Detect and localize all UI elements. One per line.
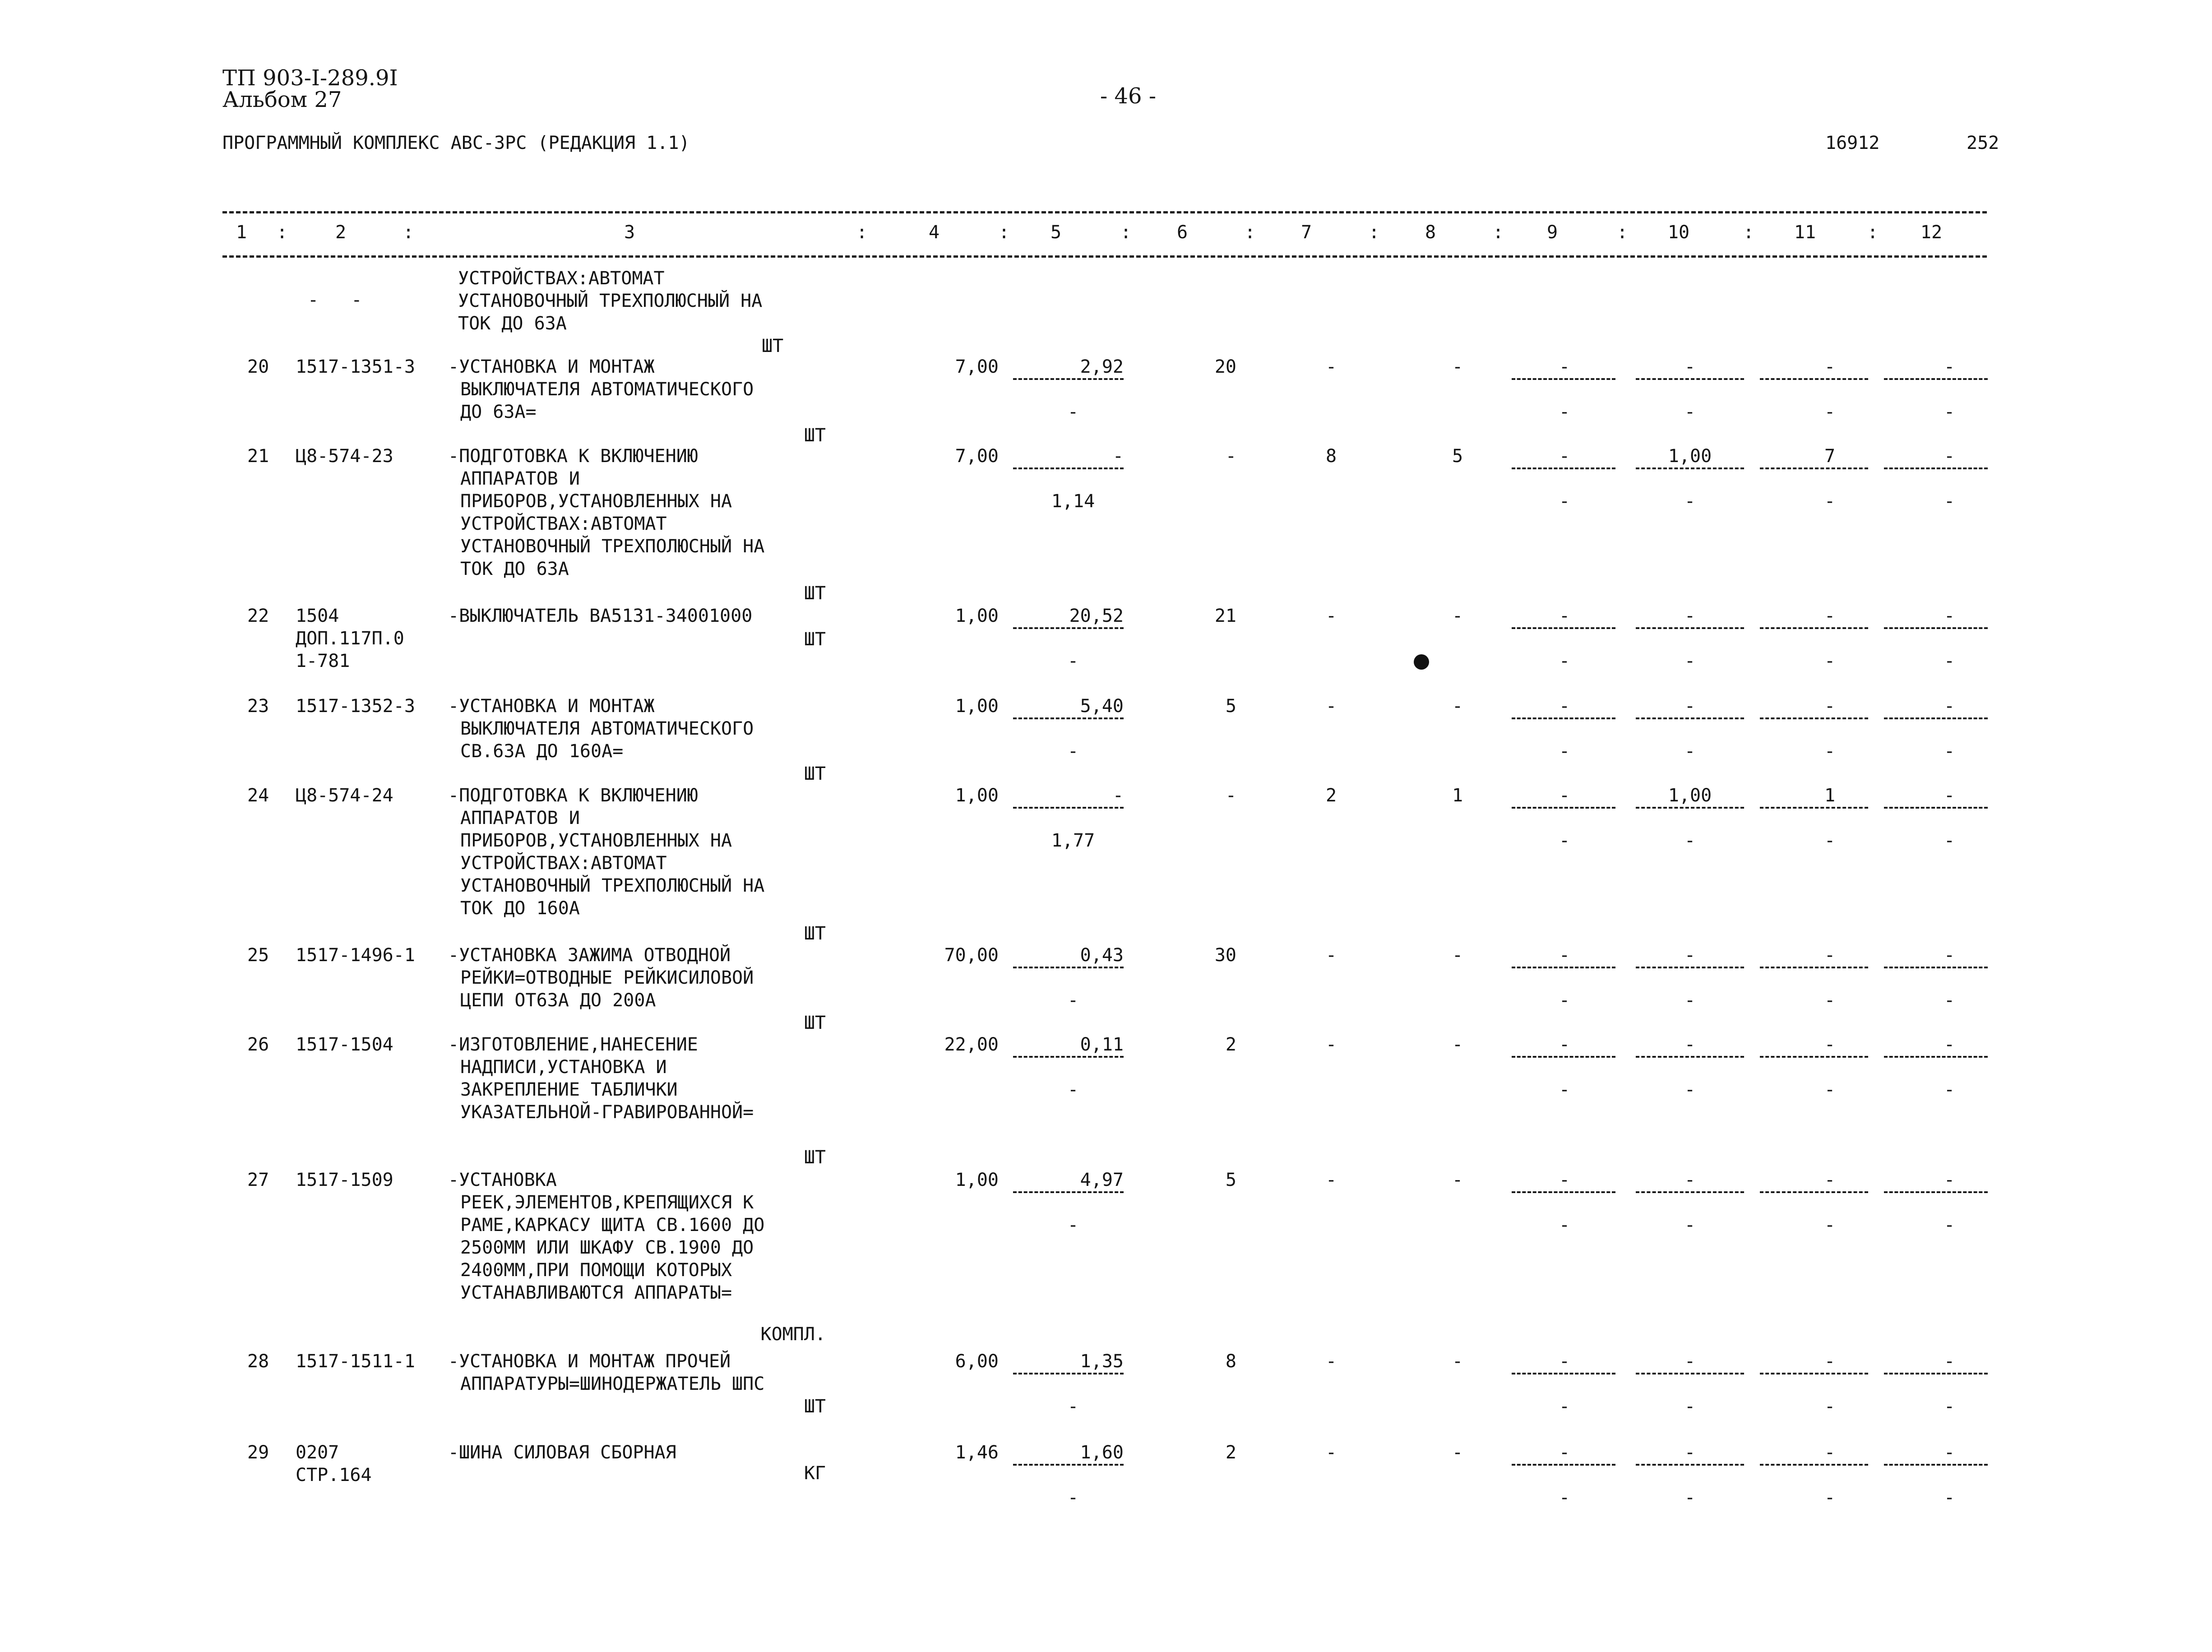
column-separator: : [1244,222,1256,243]
cell-quantity: 70,00 [944,945,999,966]
album-label: Альбом 27 [222,87,342,112]
cell-divider [1884,807,1988,809]
cell-c11b: - [1824,741,1836,762]
row-unit: ШТ [804,1013,826,1033]
cell-c10b: - [1684,1079,1696,1100]
cell-price: 1,35 [1080,1351,1124,1372]
cell-c11: - [1824,1170,1836,1190]
cell-price: 4,97 [1080,1170,1124,1190]
row-number: 24 [247,785,269,806]
row-description-line: -ИЗГОТОВЛЕНИЕ,НАНЕСЕНИЕ [448,1034,698,1055]
cell-c12b: - [1944,1215,1955,1236]
row-description-line: УСТРОЙСТВАХ:АВТОМАТ [460,514,667,534]
cell-c9: - [1559,1351,1570,1372]
cell-price: 2,92 [1080,356,1124,377]
cell-c12: - [1944,446,1955,467]
page-number: - 46 - [1100,83,1157,109]
row-code: 1517-1352-3 [296,696,415,717]
cell-c11b: - [1824,990,1836,1011]
cell-price: 20,52 [1069,606,1124,626]
cell-divider [1512,1464,1615,1466]
column-separator: : [1368,222,1380,243]
cell-divider [1512,378,1615,380]
cell-c12: - [1944,1170,1955,1190]
row-unit: ШТ [804,923,826,944]
row-description-line: 2400ММ,ПРИ ПОМОЩИ КОТОРЫХ [460,1260,732,1281]
cell-c8: - [1452,1351,1463,1372]
cell-c8: 1 [1452,785,1463,806]
row-description-line: РАМЕ,КАРКАСУ ЩИТА СВ.1600 ДО [460,1215,765,1236]
cell-c9: - [1559,785,1570,806]
cell-total: 2 [1225,1442,1236,1463]
row-description-line: -УСТАНОВКА ЗАЖИМА ОТВОДНОЙ [448,945,731,966]
cell-price-divider [1013,378,1124,380]
cell-total: 2 [1225,1034,1236,1055]
cell-price-lower: - [1067,1079,1079,1100]
row-description-line: ПРИБОРОВ,УСТАНОВЛЕННЫХ НА [460,830,732,851]
column-number-9: 9 [1546,222,1558,243]
cell-total: 30 [1214,945,1236,966]
cell-total: 8 [1225,1351,1236,1372]
row-description-line: -УСТАНОВКА И МОНТАЖ [448,356,655,377]
carryover-description-line: УСТРОЙСТВАХ:АВТОМАТ [458,268,665,289]
cell-c10b: - [1684,1215,1696,1236]
row-number: 21 [247,446,269,467]
cell-c10: - [1684,945,1696,966]
column-number-10: 10 [1667,222,1690,243]
cell-c9b: - [1559,402,1570,422]
cell-c11: - [1824,606,1836,626]
cell-divider [1760,1056,1868,1058]
cell-c9b: - [1559,1079,1570,1100]
cell-c7: - [1325,1442,1337,1463]
cell-divider [1636,378,1744,380]
column-separator: : [1120,222,1132,243]
cell-c11b: - [1824,1079,1836,1100]
cell-c12: - [1944,696,1955,717]
row-unit: ШТ [804,764,826,784]
cell-divider [1512,807,1615,809]
cell-divider [1884,717,1988,719]
row-code: 1517-1511-1 [296,1351,415,1372]
cell-c10b: - [1684,651,1696,671]
column-separator: : [1867,222,1879,243]
row-description-line: УСТАНОВОЧНЫЙ ТРЕХПОЛЮСНЫЙ НА [460,875,765,896]
cell-c11b: - [1824,1396,1836,1417]
cell-c8: - [1452,696,1463,717]
row-description-line: ВЫКЛЮЧАТЕЛЯ АВТОМАТИЧЕСКОГО [460,379,754,400]
doc-code: ТП 903-I-289.9I [222,65,398,91]
row-description-line: ТОК ДО 160А [460,898,580,919]
row-code: 1517-1504 [296,1034,393,1055]
cell-price-lower: 1,77 [1051,830,1095,851]
cell-quantity: 1,00 [955,1170,999,1190]
column-separator: : [1492,222,1504,243]
cell-c12b: - [1944,491,1955,512]
row-code: 1517-1351-3 [296,356,415,377]
column-number-7: 7 [1300,222,1312,243]
cell-c8: - [1452,945,1463,966]
cell-c9b: - [1559,830,1570,851]
cell-quantity: 1,46 [955,1442,999,1463]
cell-price-divider [1013,967,1124,968]
carryover-description-line: ТОК ДО 63А [458,313,567,334]
cell-divider [1636,1464,1744,1466]
cell-divider [1636,1373,1744,1374]
row-description-line: НАДПИСИ,УСТАНОВКА И [460,1057,667,1078]
cell-price: - [1112,785,1124,806]
cell-c10: 1,00 [1668,785,1712,806]
cell-c9: - [1559,446,1570,467]
row-number: 26 [247,1034,269,1055]
row-number: 29 [247,1442,269,1463]
cell-c10: - [1684,1170,1696,1190]
cell-c12b: - [1944,651,1955,671]
cell-c10: - [1684,696,1696,717]
cell-price-lower: 1,14 [1051,491,1095,512]
cell-c12: - [1944,785,1955,806]
cell-c11: 7 [1824,446,1836,467]
cell-divider [1760,967,1868,968]
cell-c12b: - [1944,402,1955,422]
row-description-line: -ВЫКЛЮЧАТЕЛЬ ВА5131-34001000 [448,606,753,626]
cell-c10b: - [1684,402,1696,422]
cell-c12b: - [1944,741,1955,762]
cell-divider [1512,1191,1615,1193]
cell-c11: - [1824,945,1836,966]
cell-c11: - [1824,696,1836,717]
cell-c11b: - [1824,830,1836,851]
cell-c10b: - [1684,491,1696,512]
cell-c12b: - [1944,1079,1955,1100]
row-description-line: 2500ММ ИЛИ ШКАФУ СВ.1900 ДО [460,1237,754,1258]
cell-c9b: - [1559,491,1570,512]
cell-quantity: 1,00 [955,606,999,626]
row-description-line: УСТАНОВОЧНЫЙ ТРЕХПОЛЮСНЫЙ НА [460,536,765,557]
cell-c10: - [1684,1442,1696,1463]
column-separator: : [1743,222,1754,243]
cell-c9: - [1559,606,1570,626]
row-code: 0207 [296,1442,339,1463]
cell-divider [1512,467,1615,469]
row-description-line: ВЫКЛЮЧАТЕЛЯ АВТОМАТИЧЕСКОГО [460,718,754,739]
cell-price: 0,43 [1080,945,1124,966]
cell-divider [1636,1056,1744,1058]
cell-total: - [1225,446,1236,467]
cell-c7: - [1325,356,1337,377]
cell-quantity: 22,00 [944,1034,999,1055]
row-unit: ШТ [804,425,826,446]
cell-divider [1884,1464,1988,1466]
row-unit: ШТ [804,1396,826,1417]
column-number-2: 2 [335,222,347,243]
row-description-line: -ПОДГОТОВКА К ВКЛЮЧЕНИЮ [448,785,698,806]
cell-divider [1636,717,1744,719]
column-number-5: 5 [1050,222,1062,243]
cell-divider [1884,1373,1988,1374]
row-description-line: ЦЕПИ ОТ63А ДО 200А [460,990,656,1011]
row-number: 22 [247,606,269,626]
carryover-unit: ШТ [762,336,784,356]
cell-c10b: - [1684,830,1696,851]
cell-c12b: - [1944,830,1955,851]
cell-divider [1884,1191,1988,1193]
cell-c12b: - [1944,1487,1955,1508]
cell-c7: - [1325,1034,1337,1055]
cell-c7: 2 [1325,785,1337,806]
column-separator: : [276,222,288,243]
cell-c11b: - [1824,1215,1836,1236]
cell-price-lower: - [1067,741,1079,762]
cell-c11: - [1824,1034,1836,1055]
column-number-1: 1 [236,222,247,243]
cell-c10b: - [1684,741,1696,762]
column-number-6: 6 [1176,222,1188,243]
cell-c11b: - [1824,651,1836,671]
cell-divider [1884,467,1988,469]
row-code: 1517-1509 [296,1170,393,1190]
row-description-line: РЕЙКИ=ОТВОДНЫЕ РЕЙКИСИЛОВОЙ [460,967,754,988]
cell-c9: - [1559,1170,1570,1190]
cell-c9: - [1559,356,1570,377]
row-code: СТР.164 [296,1465,372,1485]
row-description-line: ТОК ДО 63А [460,559,569,579]
cell-price: 0,11 [1080,1034,1124,1055]
cell-c12: - [1944,356,1955,377]
row-description-line: ПРИБОРОВ,УСТАНОВЛЕННЫХ НА [460,491,732,512]
cell-c12b: - [1944,990,1955,1011]
row-description-line: РЕЕК,ЭЛЕМЕНТОВ,КРЕПЯЩИХСЯ К [460,1192,754,1213]
row-description-line: -ШИНА СИЛОВАЯ СБОРНАЯ [448,1442,676,1463]
cell-c10b: - [1684,1396,1696,1417]
cell-c9: - [1559,1442,1570,1463]
cell-divider [1884,967,1988,968]
row-description-line: УКАЗАТЕЛЬНОЙ-ГРАВИРОВАННОЙ= [460,1102,754,1123]
cell-divider [1636,467,1744,469]
cell-c9: - [1559,696,1570,717]
row-description-line: АППАРАТОВ И [460,468,580,489]
row-code: ДОП.117П.0 [296,628,404,649]
cell-divider [1760,1373,1868,1374]
cell-divider [1760,807,1868,809]
carryover-marks: - - [308,290,362,310]
cell-c7: 8 [1325,446,1337,467]
cell-c10: 1,00 [1668,446,1712,467]
cell-c7: - [1325,606,1337,626]
cell-price-divider [1013,1373,1124,1374]
cell-c11: 1 [1824,785,1836,806]
cell-c10: - [1684,1351,1696,1372]
cell-c11: - [1824,1351,1836,1372]
cell-c8: - [1452,1034,1463,1055]
row-code: Ц8-574-23 [296,446,393,467]
cell-c9: - [1559,1034,1570,1055]
cell-total: 20 [1214,356,1236,377]
row-number: 20 [247,356,269,377]
cell-c11b: - [1824,491,1836,512]
cell-c9b: - [1559,1487,1570,1508]
cell-c12: - [1944,1351,1955,1372]
cell-price-divider [1013,807,1124,809]
row-description-line: УСТАНАВЛИВАЮТСЯ АППАРАТЫ= [460,1282,732,1303]
cell-c8: 5 [1452,446,1463,467]
cell-price: 1,60 [1080,1442,1124,1463]
cell-c9b: - [1559,1396,1570,1417]
cell-c10: - [1684,356,1696,377]
cell-c11b: - [1824,1487,1836,1508]
cell-divider [1760,1464,1868,1466]
cell-divider [1512,1056,1615,1058]
cell-divider [1636,627,1744,629]
row-code: Ц8-574-24 [296,785,393,806]
cell-divider [1636,807,1744,809]
column-number-12: 12 [1920,222,1943,243]
cell-price-lower: - [1067,1396,1079,1417]
cell-c9: - [1559,945,1570,966]
cell-c8: - [1452,356,1463,377]
column-number-3: 3 [624,222,635,243]
cell-price-divider [1013,1464,1124,1466]
cell-divider [1760,627,1868,629]
cell-divider [1760,1191,1868,1193]
row-unit: КОМПЛ. [760,1324,826,1345]
row-number: 27 [247,1170,269,1190]
row-number: 23 [247,696,269,717]
cell-divider [1636,1191,1744,1193]
row-description-line: -УСТАНОВКА [448,1170,557,1190]
cell-price-divider [1013,717,1124,719]
column-separator: : [1616,222,1628,243]
cell-c10: - [1684,606,1696,626]
column-number-11: 11 [1794,222,1816,243]
cell-divider [1884,627,1988,629]
doc-code-right: 16912 [1825,133,1880,153]
row-code: 1504 [296,606,339,626]
cell-c9b: - [1559,651,1570,671]
sheet-number-right: 252 [1967,133,1999,153]
cell-total: 21 [1214,606,1236,626]
cell-c12: - [1944,606,1955,626]
cell-c8: - [1452,606,1463,626]
table-top-rule [222,211,1987,213]
cell-divider [1884,378,1988,380]
carryover-description-line: УСТАНОВОЧНЫЙ ТРЕХПОЛЮСНЫЙ НА [458,291,763,311]
cell-quantity: 7,00 [955,356,999,377]
cell-c7: - [1325,1170,1337,1190]
column-number-4: 4 [928,222,940,243]
column-number-8: 8 [1425,222,1436,243]
row-unit: ШТ [804,1147,826,1168]
row-number: 28 [247,1351,269,1372]
table-header-rule [222,255,1987,258]
program-line: ПРОГРАММНЫЙ КОМПЛЕКС АВС-ЗРС (РЕДАКЦИЯ 1.1) [222,133,690,153]
row-description-line: -ПОДГОТОВКА К ВКЛЮЧЕНИЮ [448,446,698,467]
cell-c11: - [1824,1442,1836,1463]
ink-dot-mark [1414,654,1429,670]
cell-c9b: - [1559,1215,1570,1236]
row-unit: ШТ [804,583,826,604]
column-separator: : [998,222,1010,243]
cell-c10: - [1684,1034,1696,1055]
cell-total: - [1225,785,1236,806]
cell-divider [1512,717,1615,719]
cell-c12: - [1944,1442,1955,1463]
cell-c9b: - [1559,990,1570,1011]
cell-total: 5 [1225,1170,1236,1190]
cell-price: 5,40 [1080,696,1124,717]
row-description-line: УСТРОЙСТВАХ:АВТОМАТ [460,853,667,874]
cell-divider [1512,967,1615,968]
cell-quantity: 6,00 [955,1351,999,1372]
cell-price-divider [1013,1056,1124,1058]
row-description-line: -УСТАНОВКА И МОНТАЖ ПРОЧЕЙ [448,1351,731,1372]
row-unit: ШТ [804,629,826,650]
cell-price-divider [1013,627,1124,629]
cell-c11: - [1824,356,1836,377]
column-separator: : [403,222,414,243]
row-code: 1-781 [296,651,350,671]
cell-c11b: - [1824,402,1836,422]
row-unit: КГ [804,1463,826,1484]
cell-quantity: 1,00 [955,696,999,717]
cell-divider [1760,467,1868,469]
row-number: 25 [247,945,269,966]
cell-divider [1884,1056,1988,1058]
cell-price-divider [1013,467,1124,469]
row-code: 1517-1496-1 [296,945,415,966]
row-description-line: АППАРАТУРЫ=ШИНОДЕРЖАТЕЛЬ ШПС [460,1374,765,1394]
column-separator: : [856,222,868,243]
cell-c7: - [1325,1351,1337,1372]
cell-divider [1512,627,1615,629]
cell-c9b: - [1559,741,1570,762]
cell-price: - [1112,446,1124,467]
cell-c12b: - [1944,1396,1955,1417]
cell-c10b: - [1684,1487,1696,1508]
row-description-line: АППАРАТОВ И [460,808,580,828]
cell-quantity: 7,00 [955,446,999,467]
row-description-line: ДО 63А= [460,402,537,422]
cell-divider [1636,967,1744,968]
cell-divider [1760,717,1868,719]
cell-c8: - [1452,1170,1463,1190]
cell-c7: - [1325,945,1337,966]
cell-c7: - [1325,696,1337,717]
cell-price-lower: - [1067,402,1079,422]
cell-divider [1760,378,1868,380]
cell-price-divider [1013,1191,1124,1193]
cell-total: 5 [1225,696,1236,717]
cell-price-lower: - [1067,651,1079,671]
cell-price-lower: - [1067,1215,1079,1236]
row-description-line: -УСТАНОВКА И МОНТАЖ [448,696,655,717]
cell-divider [1512,1373,1615,1374]
row-description-line: ЗАКРЕПЛЕНИЕ ТАБЛИЧКИ [460,1079,678,1100]
cell-c12: - [1944,1034,1955,1055]
cell-c8: - [1452,1442,1463,1463]
row-description-line: СВ.63А ДО 160А= [460,741,624,762]
cell-c10b: - [1684,990,1696,1011]
cell-quantity: 1,00 [955,785,999,806]
cell-c12: - [1944,945,1955,966]
cell-price-lower: - [1067,1487,1079,1508]
cell-price-lower: - [1067,990,1079,1011]
